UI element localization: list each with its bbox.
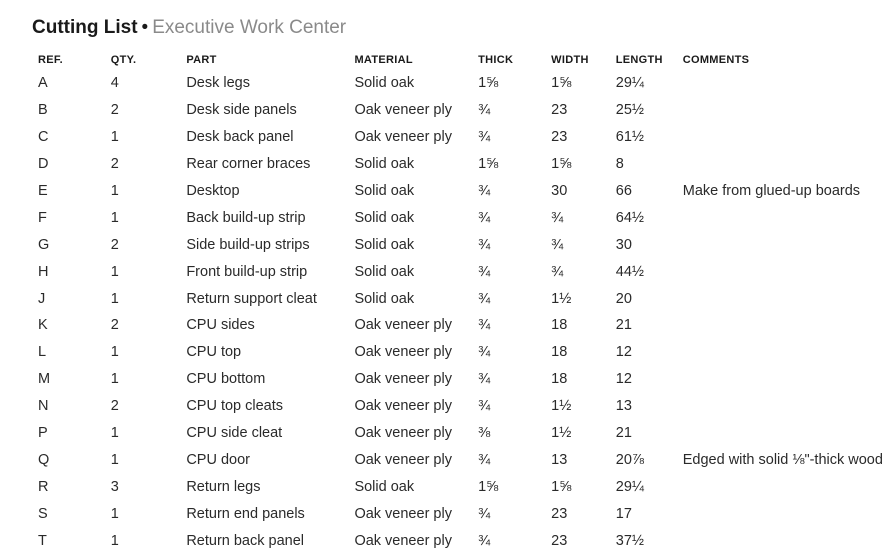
cell-ref: K	[38, 317, 48, 334]
cell-comments	[683, 312, 883, 339]
cell-thick: ¾	[478, 317, 491, 334]
cell-length: 12	[615, 371, 632, 388]
table-row	[32, 366, 883, 393]
cell-length: 21	[615, 317, 632, 334]
cell-comments	[683, 97, 883, 124]
cell-length: 12	[615, 344, 632, 361]
cell-thick: ¾	[478, 505, 491, 522]
cell-part: Side build-up strips	[186, 236, 310, 253]
table-row	[32, 420, 883, 447]
cutting-list-table	[32, 50, 883, 554]
cell-part: CPU door	[186, 451, 250, 468]
cell-width: 1½	[551, 398, 572, 415]
cell-material: Oak veneer ply	[354, 344, 452, 361]
table-row	[32, 151, 883, 178]
cell-material: Oak veneer ply	[354, 102, 452, 119]
cell-qty: 1	[110, 425, 119, 442]
cell-part: Desk legs	[186, 75, 250, 92]
cell-comments	[683, 393, 883, 420]
cell-ref: M	[38, 371, 51, 388]
cell-material: Oak veneer ply	[354, 451, 452, 468]
cell-length: 44½	[615, 263, 644, 280]
cell-comments: Make from glued-up boards	[682, 183, 861, 199]
cell-ref: Q	[38, 451, 50, 468]
cell-part: CPU side cleat	[186, 425, 283, 442]
cell-comments	[683, 420, 883, 447]
table-row	[32, 258, 883, 285]
cell-comments	[683, 285, 883, 312]
cell-part: Front build-up strip	[186, 263, 308, 280]
cell-length: 37½	[615, 532, 644, 549]
cell-qty: 1	[110, 290, 119, 307]
cell-length: 61½	[615, 129, 644, 146]
table-row	[32, 97, 883, 124]
cell-comments	[683, 124, 883, 151]
cell-width: 23	[551, 102, 568, 119]
cell-length: 20⅞	[615, 451, 644, 468]
cell-thick: ¾	[478, 236, 491, 253]
cell-width: 23	[551, 505, 568, 522]
cell-part: Back build-up strip	[186, 209, 306, 226]
table-row	[32, 285, 883, 312]
cell-part: CPU bottom	[186, 371, 266, 388]
cell-part: CPU sides	[186, 317, 255, 334]
header-width: WIDTH	[551, 54, 589, 66]
cell-length: 30	[615, 236, 632, 253]
header-ref: REF.	[38, 54, 64, 66]
cell-ref: C	[38, 129, 49, 146]
cell-thick: ¾	[478, 290, 491, 307]
cell-qty: 2	[110, 398, 119, 415]
cell-material: Solid oak	[354, 75, 415, 92]
cell-width: 18	[551, 344, 568, 361]
cell-width: ¾	[551, 263, 564, 280]
cell-length: 29¼	[615, 75, 644, 92]
cell-thick: 1⅝	[478, 478, 499, 495]
cell-qty: 1	[110, 532, 119, 549]
cell-material: Oak veneer ply	[354, 532, 452, 549]
table-row	[32, 527, 883, 554]
cell-ref: B	[38, 102, 48, 119]
cell-thick: ¾	[478, 371, 491, 388]
cell-comments	[683, 366, 883, 393]
cell-material: Solid oak	[354, 263, 415, 280]
cell-width: 1⅝	[551, 478, 572, 495]
cell-part: Desk back panel	[186, 129, 294, 146]
header-thick: THICK	[478, 54, 514, 66]
cell-material: Solid oak	[354, 290, 415, 307]
cell-comments	[683, 204, 883, 231]
cell-qty: 1	[110, 451, 119, 468]
cell-ref: H	[38, 263, 49, 280]
cell-width: 1½	[551, 425, 572, 442]
cell-ref: E	[38, 183, 48, 199]
cell-qty: 1	[110, 505, 119, 522]
cell-width: 18	[551, 317, 568, 334]
cell-width: 13	[551, 451, 568, 468]
header-part: PART	[186, 54, 217, 66]
cell-qty: 3	[110, 478, 119, 495]
cell-thick: ¾	[478, 532, 491, 549]
cell-qty: 1	[110, 344, 119, 361]
cell-comments	[683, 70, 883, 97]
page-title	[32, 15, 346, 41]
cell-ref: J	[38, 290, 46, 307]
cell-thick: ¾	[478, 344, 491, 361]
cell-part: Desktop	[186, 183, 240, 199]
cell-ref: L	[38, 344, 47, 361]
cell-qty: 2	[110, 236, 119, 253]
cell-ref: R	[38, 478, 49, 495]
cell-material: Oak veneer ply	[354, 425, 452, 442]
header-length: LENGTH	[615, 54, 663, 66]
header-qty: QTY.	[110, 54, 137, 66]
cell-length: 64½	[615, 209, 644, 226]
cell-thick: ¾	[478, 183, 491, 199]
table-row	[32, 500, 883, 527]
cell-ref: T	[38, 532, 47, 549]
cell-material: Oak veneer ply	[354, 129, 452, 146]
table-row	[32, 178, 883, 205]
header-comments: COMMENTS	[682, 54, 750, 66]
cell-part: CPU top cleats	[186, 398, 284, 415]
cell-ref: G	[38, 236, 50, 253]
cell-length: 17	[615, 505, 632, 522]
table-row	[32, 204, 883, 231]
cell-material: Oak veneer ply	[354, 317, 452, 334]
cell-part: Return end panels	[186, 505, 305, 522]
table-row	[32, 124, 883, 151]
cell-width: 23	[551, 129, 568, 146]
cell-thick: ¾	[478, 209, 491, 226]
cell-qty: 2	[110, 317, 119, 334]
cell-comments: Edged with solid ⅛"-thick wood	[682, 451, 883, 468]
cell-width: ¾	[551, 209, 564, 226]
cell-length: 21	[615, 425, 632, 442]
cell-comments	[683, 258, 883, 285]
cell-part: Return back panel	[186, 532, 304, 549]
cell-comments	[683, 339, 883, 366]
cell-thick: ¾	[478, 451, 491, 468]
cell-comments	[683, 151, 883, 178]
cell-ref: P	[38, 425, 48, 442]
cell-thick: ¾	[478, 398, 491, 415]
cell-thick: 1⅝	[478, 156, 499, 173]
cell-thick: ¾	[478, 263, 491, 280]
cell-qty: 1	[110, 371, 119, 388]
cell-material: Oak veneer ply	[354, 371, 452, 388]
cell-material: Solid oak	[354, 183, 415, 199]
cell-ref: D	[38, 156, 49, 173]
cell-comments	[683, 500, 883, 527]
table-row	[32, 312, 883, 339]
title-bullet: •	[141, 17, 149, 38]
cell-material: Solid oak	[354, 209, 415, 226]
cell-thick: 1⅝	[478, 75, 499, 92]
table-row	[32, 446, 883, 473]
cell-width: 1⅝	[551, 75, 572, 92]
cell-width: 1½	[551, 290, 572, 307]
cell-material: Solid oak	[354, 478, 415, 495]
cell-comments	[683, 231, 883, 258]
cell-part: Return support cleat	[186, 290, 317, 307]
cell-thick: ¾	[478, 102, 491, 119]
cell-material: Oak veneer ply	[354, 398, 452, 415]
cell-width: 1⅝	[551, 156, 572, 173]
cell-length: 13	[615, 398, 632, 415]
cell-ref: A	[38, 75, 48, 92]
cell-width: 30	[551, 183, 568, 199]
cell-ref: F	[38, 209, 47, 226]
cell-qty: 2	[110, 156, 119, 173]
cell-length: 66	[615, 183, 632, 199]
cell-comments	[683, 527, 883, 554]
table-row	[32, 473, 883, 500]
cell-width: 23	[551, 532, 568, 549]
cell-qty: 1	[110, 263, 119, 280]
cell-width: 18	[551, 371, 568, 388]
cell-part: Desk side panels	[186, 102, 297, 119]
cell-qty: 1	[110, 129, 119, 146]
cell-length: 8	[615, 156, 624, 173]
cell-length: 25½	[615, 102, 644, 119]
cell-material: Solid oak	[354, 156, 415, 173]
cell-qty: 1	[110, 209, 119, 226]
cell-material: Solid oak	[354, 236, 415, 253]
subtitle-text: Executive Work Center	[152, 17, 347, 38]
cell-comments	[683, 473, 883, 500]
cell-length: 29¼	[615, 478, 644, 495]
cell-length: 20	[615, 290, 632, 307]
cell-material: Oak veneer ply	[354, 505, 452, 522]
cell-part: CPU top	[186, 344, 242, 361]
title-text: Cutting List	[32, 17, 138, 38]
cell-width: ¾	[551, 236, 564, 253]
cell-qty: 2	[110, 102, 119, 119]
cell-ref: N	[38, 398, 49, 415]
cell-part: Return legs	[186, 478, 261, 495]
header-material: MATERIAL	[354, 54, 413, 66]
cell-ref: S	[38, 505, 48, 522]
cell-part: Rear corner braces	[186, 156, 311, 173]
table-row	[32, 339, 883, 366]
cell-thick: ¾	[478, 129, 491, 146]
table-header-row	[32, 50, 883, 70]
cell-qty: 1	[110, 183, 119, 199]
cell-thick: ⅜	[478, 425, 491, 442]
table-row	[32, 231, 883, 258]
cell-qty: 4	[110, 75, 119, 92]
table-row	[32, 393, 883, 420]
table-row	[32, 70, 883, 97]
